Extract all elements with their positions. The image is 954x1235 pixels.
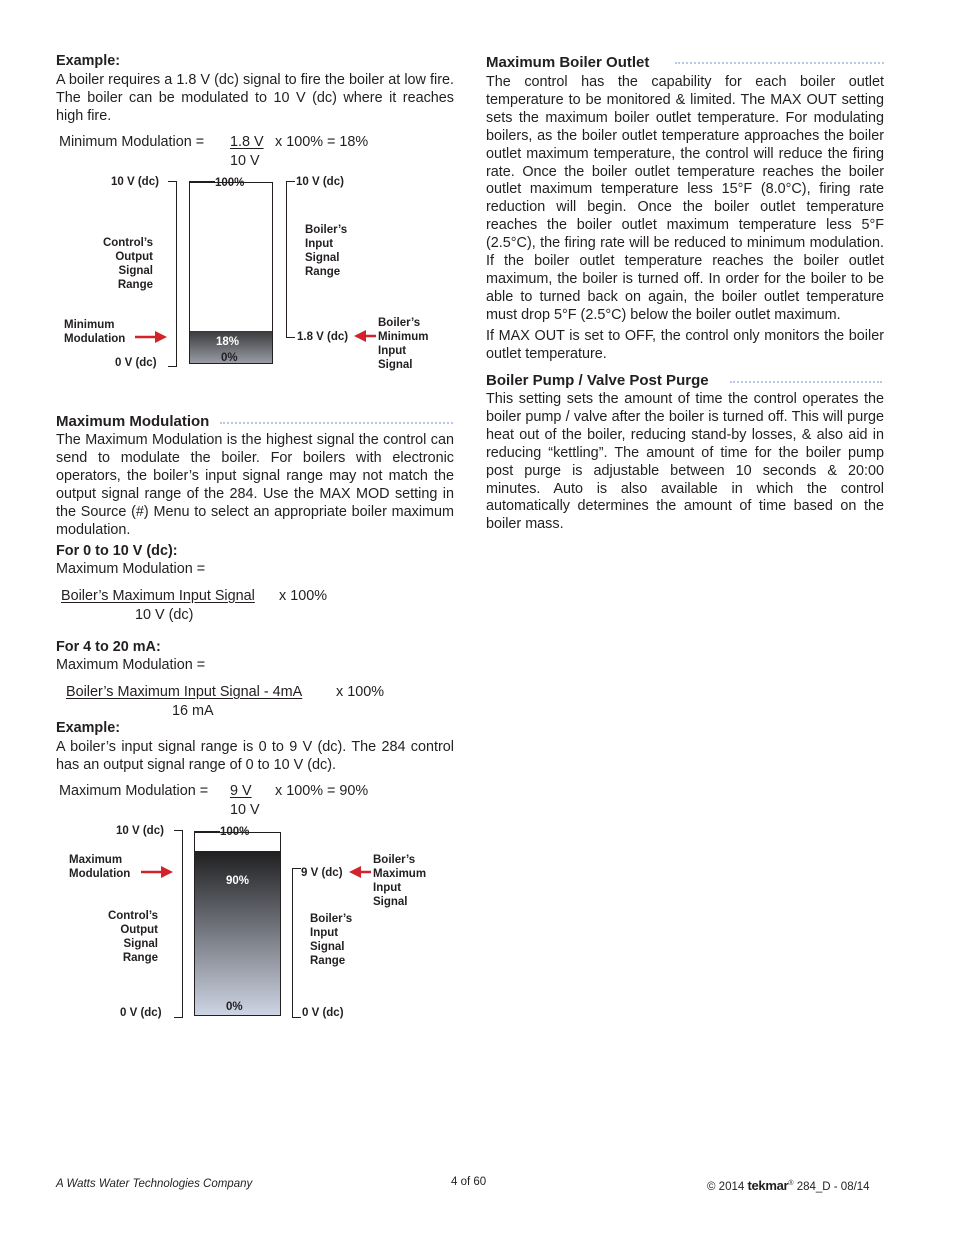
footer-doc-code: 284_D - 08/14	[796, 1181, 870, 1193]
formula-0-10-suffix: x 100%	[279, 588, 327, 604]
formula-0-10-denominator: 10 V (dc)	[135, 607, 194, 623]
d2-boiler-max-label: Boiler’s Maximum Input Signal	[373, 854, 427, 908]
d1-boiler-min-label: Boiler’s Minimum Input Signal	[378, 317, 429, 371]
d2-boilers-range-label: Boiler’s Input Signal Range	[310, 913, 353, 967]
example-heading-2: Example:	[56, 720, 120, 736]
d2-right-bracket	[292, 868, 301, 1018]
formula2-suffix: x 100% = 90%	[275, 783, 369, 799]
d2-fill-pct: 90%	[226, 875, 250, 887]
d1-boilers-range-label: Boiler’s Input Signal Range	[305, 224, 348, 278]
formula-suffix: x 100% = 18%	[275, 134, 369, 150]
d2-max-mod-arrow	[141, 866, 173, 878]
for-0-10-heading: For 0 to 10 V (dc):	[56, 543, 178, 559]
d2-max-input-arrow	[349, 866, 371, 878]
formula-4-20-suffix: x 100%	[336, 684, 384, 700]
d2-top-pct: 100%	[220, 826, 250, 838]
max-modulation-rule	[220, 422, 453, 424]
d2-top-tick	[194, 831, 220, 832]
formula-max-modulation	[59, 782, 399, 822]
d1-top-left-label: 10 V (dc)	[111, 176, 159, 188]
max-boiler-outlet-heading: Maximum Boiler Outlet	[486, 54, 650, 71]
formula-min-modulation	[59, 133, 399, 173]
d1-min-input-arrow	[354, 330, 376, 342]
footer-page-number: 4 of 60	[451, 1176, 487, 1188]
formula-prefix: Minimum Modulation =	[59, 134, 205, 150]
d2-bottom-right-label: 0 V (dc)	[302, 1007, 344, 1019]
max-modulation-diagram	[56, 820, 456, 1025]
post-purge-heading: Boiler Pump / Valve Post Purge	[486, 372, 709, 389]
d1-right-value-label: 1.8 V (dc)	[297, 331, 349, 343]
d1-bottom-left-label: 0 V (dc)	[115, 357, 157, 369]
post-purge-rule	[730, 381, 882, 383]
d1-min-mod-label: Minimum Modulation	[64, 319, 126, 345]
formula-numerator: 1.8 V	[230, 134, 264, 150]
formula2-prefix: Maximum Modulation =	[59, 783, 209, 799]
max-modulation-heading: Maximum Modulation	[56, 413, 210, 430]
formula-4-20-numerator: Boiler’s Maximum Input Signal - 4mA	[66, 684, 303, 700]
d1-controls-range-label: Control’s Output Signal Range	[102, 237, 153, 291]
footer-copyright-line	[707, 1178, 870, 1193]
d2-controls-range-label: Control’s Output Signal Range	[107, 910, 158, 964]
post-purge-paragraph: This setting sets the amount of time the control operates the boiler pump / valve after the boiler is turned off. This will purge heat out of the boiler, reducing stand-by losses, & also aid in reducing “kettling”. The amount of time for the boiler pump post purge is adjustable between 10 seconds & 20:00 minutes. Auto is also available in which the control automatically determines the amount of time based on the boiler mass.	[486, 391, 884, 533]
d2-bottom-pct: 0%	[226, 1001, 243, 1013]
d2-top-left-label: 10 V (dc)	[116, 825, 164, 837]
for-4-20-line: Maximum Modulation =	[56, 657, 206, 673]
footer-copyright: © 2014	[707, 1181, 745, 1193]
max-boiler-outlet-rule	[675, 62, 884, 64]
tekmar-logo: tekmar	[747, 1178, 789, 1193]
formula-4-20-denominator: 16 mA	[172, 703, 214, 719]
max-out-off-paragraph: If MAX OUT is set to OFF, the control only monitors the boiler outlet temperature.	[486, 328, 884, 362]
example-paragraph-2: A boiler’s input signal range is 0 to 9 V (dc). The 284 control has an output signal range of 0 to 10 V (dc).	[56, 739, 454, 773]
d1-top-pct: 100%	[215, 177, 245, 189]
formula-4-20	[66, 683, 396, 723]
trademark-mark: ®	[788, 1180, 794, 1188]
d1-min-mod-arrow	[135, 331, 167, 343]
min-modulation-diagram	[56, 170, 456, 375]
formula-0-10-numerator: Boiler’s Maximum Input Signal	[61, 588, 255, 604]
d2-left-bracket	[174, 830, 183, 1018]
for-4-20-heading: For 4 to 20 mA:	[56, 639, 161, 655]
d1-fill-pct: 18%	[216, 336, 240, 348]
d2-right-value-label: 9 V (dc)	[301, 867, 343, 879]
d1-left-bracket	[168, 181, 177, 367]
d1-top-right-label: 10 V (dc)	[296, 176, 344, 188]
d1-right-bracket	[286, 181, 295, 338]
example-heading-1: Example:	[56, 53, 120, 69]
for-0-10-line: Maximum Modulation =	[56, 561, 206, 577]
formula2-numerator: 9 V	[230, 783, 252, 799]
footer-company: A Watts Water Technologies Company	[56, 1178, 253, 1190]
max-boiler-outlet-paragraph: The control has the capability for each boiler outlet temperature to be monitored & limited. The MAX OUT setting sets the maximum boiler outlet temperature. For modulating boilers, as the boiler outlet temperature approaches the boiler outlet maximum temperature, the control will reduce the firing rate. Once the boiler outlet temperature reaches the boiler outlet maximum temperature less 15°F (8.0°C), firing rate reduction will begin. Once the boiler outlet temperature reaches the boiler outlet maximum temperature less 5°F (2.5°C), the firing rate will be reduced to minimum modulation. If the boiler outlet temperature reaches the boiler outlet maximum, the boiler is turned off. In order for the boiler to be able to turned back on again, the boiler outlet temperature must drop 5°F (2.5°C) below the boiler outlet maximum.	[486, 74, 884, 323]
d1-top-tick	[189, 181, 215, 182]
example-paragraph-1: A boiler requires a 1.8 V (dc) signal to fire the boiler at low fire. The boiler can be modulated to 10 V (dc) where it reaches high fire.	[56, 72, 454, 124]
formula-0-10	[61, 587, 361, 627]
formula-denominator: 10 V	[230, 153, 260, 169]
d2-max-mod-label: Maximum Modulation	[69, 854, 131, 880]
d2-bottom-left-label: 0 V (dc)	[120, 1007, 162, 1019]
d1-bottom-pct: 0%	[221, 352, 238, 364]
max-modulation-paragraph: The Maximum Modulation is the highest signal the control can send to modulate the boiler. For boilers with electronic operators, the boiler’s input signal range may not match the output signal range of the 284. Use the MAX MOD setting in the Source (#) Menu to select an appropriate boiler maximum modulation.	[56, 432, 454, 538]
formula2-denominator: 10 V	[230, 802, 260, 818]
